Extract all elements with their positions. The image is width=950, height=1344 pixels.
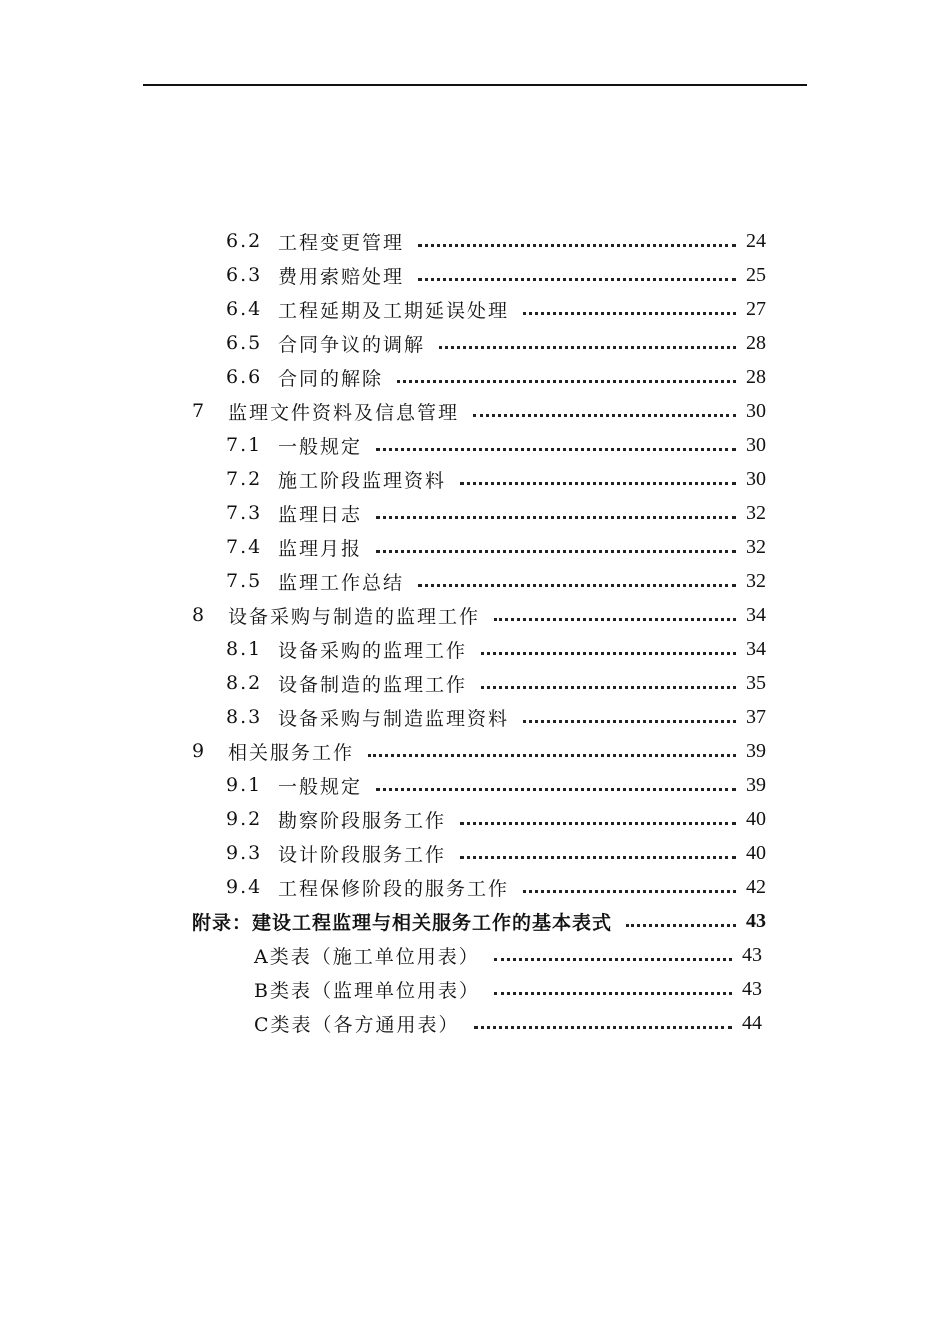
toc-number: 7.3 (226, 502, 263, 524)
toc-number: 6.5 (226, 332, 263, 354)
toc-title: 一般规定 (278, 435, 363, 458)
toc-entry-6-6[interactable] (226, 362, 766, 392)
toc-title: 监理日志 (278, 503, 363, 526)
toc-number: 7.4 (226, 536, 263, 558)
toc-page-number: 37 (746, 705, 766, 728)
dot-leader (376, 788, 736, 791)
toc-title: A类表（施工单位用表） (254, 945, 480, 968)
toc-entry-7-5[interactable] (226, 566, 766, 596)
toc-appendix[interactable] (192, 906, 766, 936)
toc-title: 一般规定 (278, 775, 363, 798)
toc-title: 监理文件资料及信息管理 (228, 401, 460, 424)
toc-title: 设备制造的监理工作 (278, 673, 468, 696)
toc-title: 施工阶段监理资料 (278, 469, 447, 492)
dot-leader (481, 686, 736, 689)
toc-page-number: 44 (742, 1011, 762, 1034)
dot-leader (523, 890, 736, 893)
dot-leader (494, 958, 732, 961)
toc-page-number: 40 (746, 841, 766, 864)
toc-chapter-9[interactable] (192, 736, 766, 766)
toc-title: 监理工作总结 (278, 571, 405, 594)
dot-leader (418, 278, 736, 281)
toc-entry-6-2[interactable] (226, 226, 766, 256)
toc-title: B类表（监理单位用表） (254, 979, 480, 1002)
toc-entry-7-1[interactable] (226, 430, 766, 460)
toc-entry-9-2[interactable] (226, 804, 766, 834)
toc-entry-9-1[interactable] (226, 770, 766, 800)
toc-title: 设备采购与制造监理资料 (278, 707, 510, 730)
toc-title: 合同的解除 (278, 367, 384, 390)
toc-entry-8-1[interactable] (226, 634, 766, 664)
toc-page-number: 30 (746, 433, 766, 456)
toc-appendix-c[interactable] (254, 1008, 762, 1038)
toc-page-number: 34 (746, 637, 766, 660)
toc-entry-7-4[interactable] (226, 532, 766, 562)
toc-number: 8.1 (226, 638, 263, 660)
dot-leader (376, 448, 736, 451)
toc-page-number: 32 (746, 501, 766, 524)
toc-entry-8-2[interactable] (226, 668, 766, 698)
toc-title: 监理月报 (278, 537, 363, 560)
dot-leader (494, 992, 732, 995)
dot-leader (397, 380, 736, 383)
dot-leader (494, 618, 736, 621)
toc-page-number: 30 (746, 467, 766, 490)
toc-number: 6.3 (226, 264, 263, 286)
toc-title: 设计阶段服务工作 (278, 843, 447, 866)
toc-chapter-7[interactable] (192, 396, 766, 426)
dot-leader (460, 822, 736, 825)
toc-page-number: 28 (746, 331, 766, 354)
toc-entry-9-3[interactable] (226, 838, 766, 868)
toc-title: 费用索赔处理 (278, 265, 405, 288)
toc-title: C类表（各方通用表） (254, 1013, 460, 1036)
toc-entry-6-5[interactable] (226, 328, 766, 358)
toc-page-number: 28 (746, 365, 766, 388)
toc-title: 勘察阶段服务工作 (278, 809, 447, 832)
toc-title: 附录：建设工程监理与相关服务工作的基本表式 (192, 911, 613, 934)
toc-number: 9 (192, 740, 207, 762)
toc-page-number: 43 (746, 909, 766, 932)
toc-title: 设备采购与制造的监理工作 (228, 605, 481, 628)
toc-title: 相关服务工作 (228, 741, 355, 764)
toc-number: 7.2 (226, 468, 263, 490)
toc-title: 设备采购的监理工作 (278, 639, 468, 662)
toc-page-number: 30 (746, 399, 766, 422)
dot-leader (523, 312, 736, 315)
dot-leader (418, 584, 736, 587)
toc-number: 8.2 (226, 672, 263, 694)
toc-number: 6.2 (226, 230, 263, 252)
toc-title: 工程变更管理 (278, 231, 405, 254)
toc-entry-7-2[interactable] (226, 464, 766, 494)
toc-page-number: 24 (746, 229, 766, 252)
dot-leader (523, 720, 736, 723)
toc-number: 9.3 (226, 842, 263, 864)
toc-chapter-8[interactable] (192, 600, 766, 630)
dot-leader (418, 244, 736, 247)
dot-leader (368, 754, 736, 757)
dot-leader (460, 482, 736, 485)
toc-appendix-a[interactable] (254, 940, 762, 970)
toc-page-number: 43 (742, 943, 762, 966)
toc-number: 9.1 (226, 774, 263, 796)
toc-number: 8 (192, 604, 207, 626)
toc-page-number: 39 (746, 773, 766, 796)
toc-entry-8-3[interactable] (226, 702, 766, 732)
toc-appendix-b[interactable] (254, 974, 762, 1004)
dot-leader (481, 652, 736, 655)
toc-page-number: 27 (746, 297, 766, 320)
toc-page-number: 35 (746, 671, 766, 694)
toc-page-number: 34 (746, 603, 766, 626)
dot-leader (439, 346, 736, 349)
toc-page-number: 40 (746, 807, 766, 830)
toc-entry-6-4[interactable] (226, 294, 766, 324)
toc-title: 工程延期及工期延误处理 (278, 299, 510, 322)
toc-entry-7-3[interactable] (226, 498, 766, 528)
toc-page-number: 32 (746, 569, 766, 592)
toc-page-number: 39 (746, 739, 766, 762)
toc-page-number: 42 (746, 875, 766, 898)
toc-title: 工程保修阶段的服务工作 (278, 877, 510, 900)
toc-title: 合同争议的调解 (278, 333, 426, 356)
toc-number: 7.5 (226, 570, 263, 592)
dot-leader (626, 924, 736, 927)
toc-page-number: 43 (742, 977, 762, 1000)
toc-number: 6.4 (226, 298, 263, 320)
toc-number: 7.1 (226, 434, 263, 456)
toc-page-number: 25 (746, 263, 766, 286)
dot-leader (376, 516, 736, 519)
toc-number: 7 (192, 400, 207, 422)
toc-entry-6-3[interactable] (226, 260, 766, 290)
toc-page-number: 32 (746, 535, 766, 558)
toc-entry-9-4[interactable] (226, 872, 766, 902)
toc-number: 9.4 (226, 876, 263, 898)
toc-number: 6.6 (226, 366, 263, 388)
dot-leader (474, 1026, 732, 1029)
dot-leader (473, 414, 736, 417)
dot-leader (460, 856, 736, 859)
dot-leader (376, 550, 736, 553)
header-rule (143, 84, 807, 86)
toc-number: 9.2 (226, 808, 263, 830)
toc-number: 8.3 (226, 706, 263, 728)
